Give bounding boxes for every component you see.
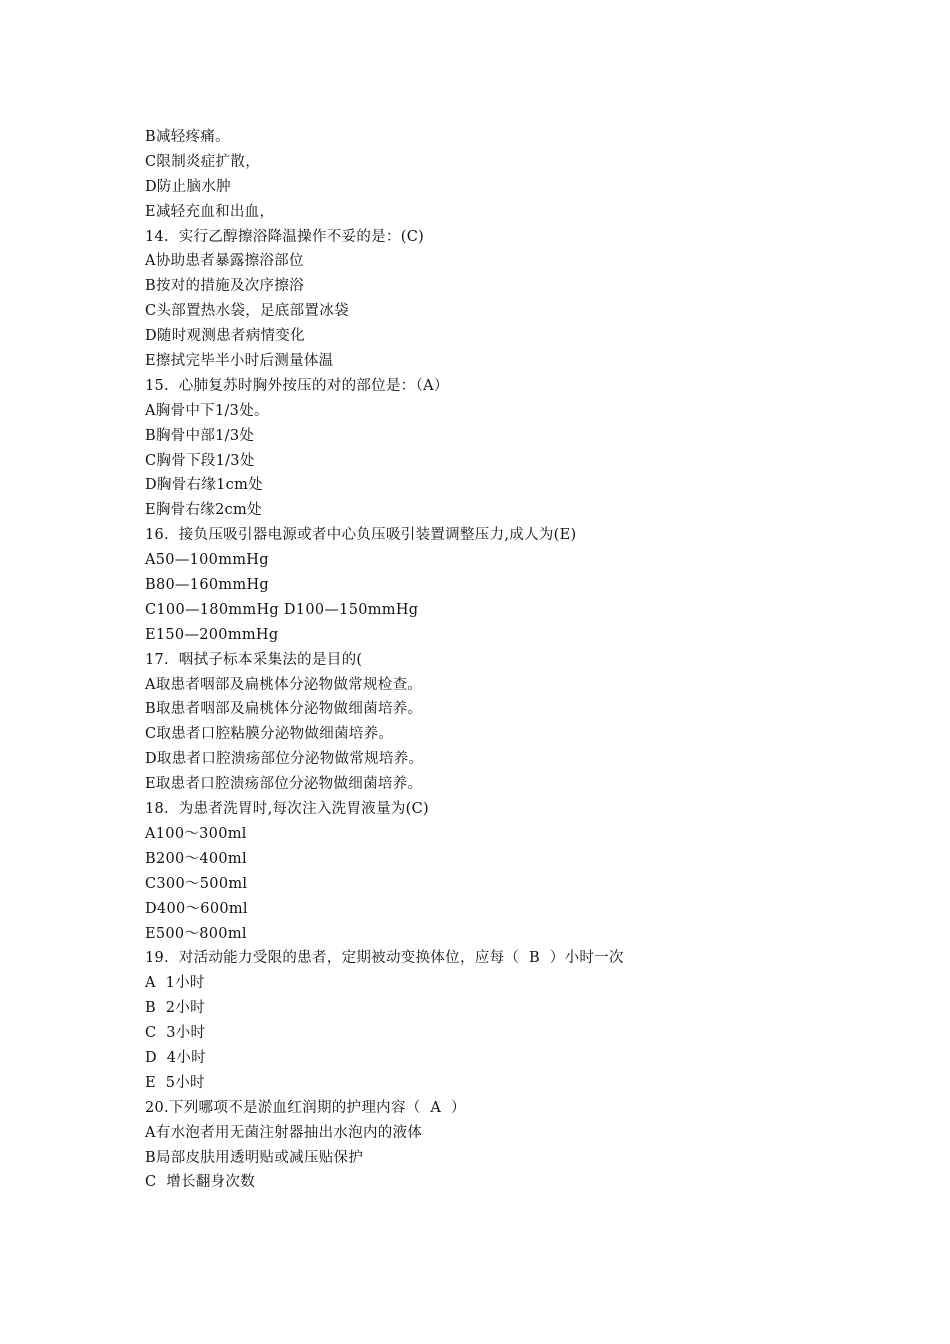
option-line: A50—100mmHg — [145, 552, 269, 569]
option-line: D取患者口腔溃疡部位分泌物做常规培养。 — [145, 751, 424, 768]
option-line: B按对的措施及次序擦浴 — [145, 278, 304, 295]
option-line: B局部皮肤用透明贴或减压贴保护 — [145, 1149, 364, 1166]
option-line: D防止脑水肿 — [145, 178, 231, 195]
option-line: E500～800ml — [145, 925, 247, 942]
question-14: 14. 实行乙醇擦浴降温操作不妥的是：(C) — [145, 228, 425, 245]
option-line: A有水泡者用无菌注射器抽出水泡内的液体 — [145, 1124, 423, 1141]
option-line: A 1小时 — [145, 975, 205, 992]
option-line: A取患者咽部及扁桃体分泌物做常规检查。 — [145, 676, 423, 693]
question-15: 15. 心肺复苏时胸外按压的对的部位是：（A） — [145, 377, 449, 394]
option-line: B80—160mmHg — [145, 577, 270, 594]
option-line: C限制炎症扩散， — [145, 153, 260, 170]
option-line: C头部置热水袋，足底部置冰袋 — [145, 303, 349, 320]
option-line: C取患者口腔粘膜分泌物做细菌培养。 — [145, 726, 394, 743]
option-line: E擦拭完毕半小时后测量体温 — [145, 353, 334, 370]
option-line: B 2小时 — [145, 1000, 205, 1017]
option-line: B取患者咽部及扁桃体分泌物做细菌培养。 — [145, 701, 423, 718]
option-line: D胸骨右缘1cm处 — [145, 477, 263, 494]
question-20: 20.下列哪项不是淤血红润期的护理内容（ A ） — [145, 1099, 466, 1116]
option-line: A100～300ml — [145, 825, 247, 842]
option-line: C 增长翻身次数 — [145, 1174, 256, 1191]
option-line: B减轻疼痛。 — [145, 129, 230, 145]
option-line: B胸骨中部1/3处 — [145, 427, 255, 444]
question-18: 18. 为患者洗胃时,每次注入洗胃液量为(C) — [145, 801, 429, 818]
option-line: E 5小时 — [145, 1074, 205, 1091]
document-text — [145, 125, 845, 1195]
option-line: C100—180mmHg D100—150mmHg — [145, 601, 419, 618]
option-line: E胸骨右缘2cm处 — [145, 502, 262, 519]
option-line: D 4小时 — [145, 1049, 206, 1066]
option-line: B200～400ml — [145, 850, 247, 867]
option-line: C 3小时 — [145, 1025, 206, 1042]
option-line: E减轻充血和出血， — [145, 203, 275, 220]
option-line: A胸骨中下1/3处。 — [145, 402, 269, 419]
question-16: 16. 接负压吸引器电源或者中心负压吸引装置调整压力,成人为(E) — [145, 527, 577, 544]
option-line: D400～600ml — [145, 900, 248, 917]
question-17: 17. 咽拭子标本采集法的是目的( — [145, 651, 363, 668]
option-line: E150—200mmHg — [145, 626, 279, 643]
option-line: D随时观测患者病情变化 — [145, 328, 305, 345]
option-line: E取患者口腔溃疡部位分泌物做细菌培养。 — [145, 776, 423, 793]
option-line: C胸骨下段1/3处 — [145, 452, 255, 469]
option-line: C300～500ml — [145, 875, 248, 892]
question-19: 19. 对活动能力受限的患者，定期被动变换体位，应每（ B ）小时一次 — [145, 950, 624, 967]
option-line: A协助患者暴露擦浴部位 — [145, 253, 304, 270]
